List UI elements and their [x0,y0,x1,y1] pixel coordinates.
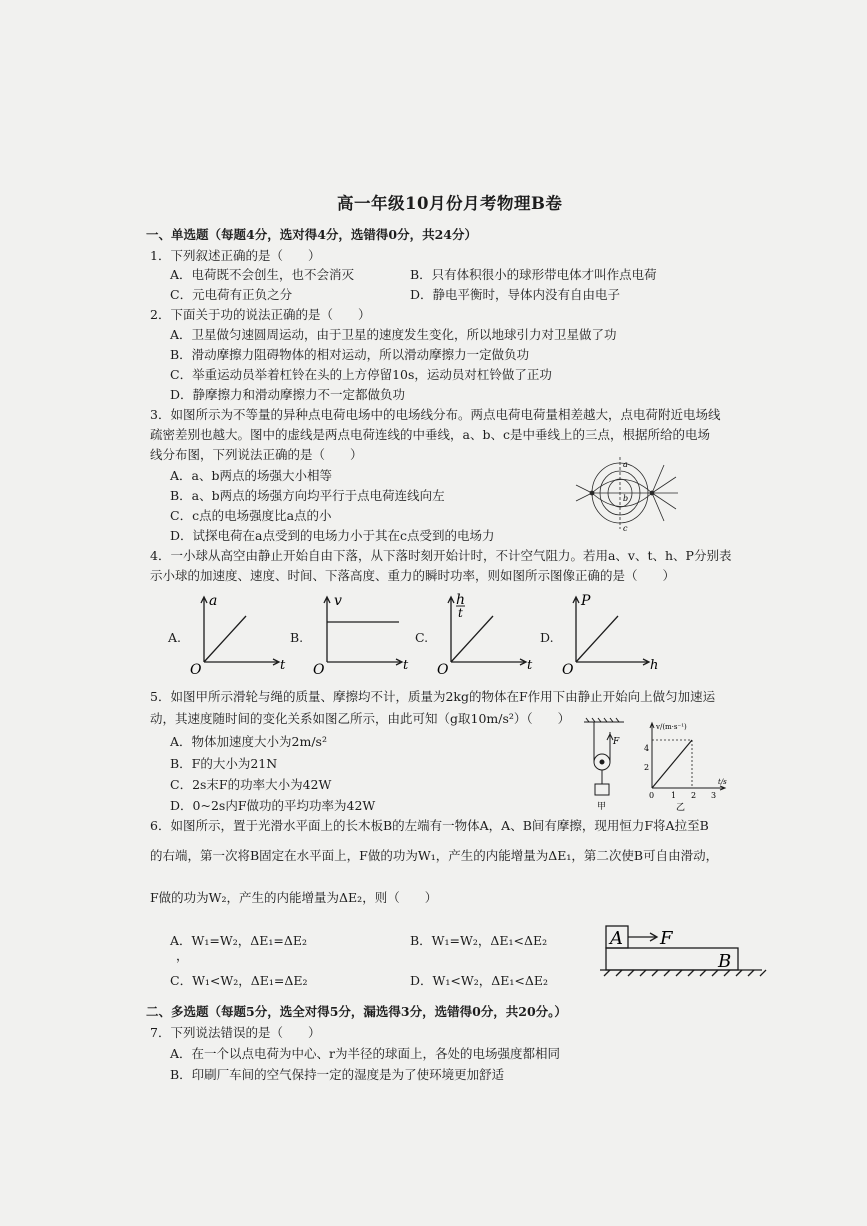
q5-option-a: A．物体加速度大小为2m/s² [170,734,327,749]
q3-point-b-label: b [623,494,629,503]
q5-pulley-figure [582,718,628,810]
q6-option-b: B．W₁=W₂，ΔE₁<ΔE₂ [410,933,548,948]
q3-option-d: D．试探电荷在a点受到的电场力小于其在c点受到的电场力 [170,528,495,543]
q4-graph-d-origin: O [562,662,574,678]
q4-graph-d-x-label: h [650,658,659,673]
q4-graph-a-label: A. [168,630,182,645]
q5-vt-y-axis-label: v/(m·s⁻¹) [656,723,687,731]
q6-board-b-label: B [718,951,732,972]
q6-force-f-label: F [660,928,673,949]
q5-vt-y-tick-4: 4 [644,744,650,753]
q3-option-b: B．a、b两点的场强方向均平行于点电荷连线向左 [170,488,445,503]
q4-graph-a [190,592,290,676]
q1-option-a: A．电荷既不会创生，也不会消灭 [170,267,355,282]
q6-stray-mark: ， [176,948,189,963]
q1-option-c: C．元电荷有正负之分 [170,287,293,302]
q3-stem-line3: 线分布图，下列说法正确的是（ ） [150,447,363,462]
q3-stem-line2: 疏密差别也越大。图中的虚线是两点电荷连线的中垂线，a、b、c是中垂线上的三点，根据所给的电场 [150,427,710,442]
q6-option-a: A．W₁=W₂，ΔE₁=ΔE₂ [170,933,308,948]
q6-stem-line2: 的右端，第一次将B固定在水平面上，F做的功为W₁，产生的内能增量为ΔE₁，第二次使B可自由滑动， [150,848,719,863]
q5-vt-x-tick-1: 1 [671,791,677,800]
q4-graph-d [562,592,662,676]
q6-block-a-label: A [610,928,623,949]
q4-graph-a-origin: O [190,662,202,678]
q4-graph-c-label: C. [415,630,429,645]
q2-option-a: A．卫星做匀速圆周运动，由于卫星的速度发生变化，所以地球引力对卫星做了功 [170,327,617,342]
q4-graph-b-x-label: t [403,658,409,673]
exam-title: 高一年级10月份月考物理B卷 [337,194,563,213]
q5-stem-line2: 动，其速度随时间的变化关系如图乙所示，由此可知（g取10m/s²）（ ） [150,711,571,726]
q5-vt-x-tick-0: 0 [649,791,655,800]
q5-option-c: C．2s末F的功率大小为42W [170,777,332,792]
q6-stem-line1: 6．如图所示，置于光滑水平面上的长木板B的左端有一物体A，A、B间有摩擦，现用恒力F将A拉至B [150,818,709,833]
q4-graph-b-origin: O [313,662,325,678]
q2-option-c: C．举重运动员举着杠铃在头的上方停留10s，运动员对杠铃做了正功 [170,367,552,382]
q1-option-d: D．静电平衡时，导体内没有自由电子 [410,287,621,302]
q6-option-c: C．W₁<W₂，ΔE₁=ΔE₂ [170,973,308,988]
q5-vt-y-tick-2: 2 [644,763,650,772]
section-2-heading: 二、多选题（每题5分，选全对得5分，漏选得3分，选错得0分，共20分。） [146,1004,567,1019]
q4-graph-d-y-label: P [581,593,591,609]
q4-graph-b [313,592,413,676]
q5-vt-graph [642,718,732,812]
q1-option-b: B．只有体积很小的球形带电体才叫作点电荷 [410,267,657,282]
q5-fig-jia-caption: 甲 [597,802,607,812]
section-1-heading: 一、单选题（每题4分，选对得4分，选错得0分，共24分） [146,227,477,242]
q4-stem-line1: 4．一小球从高空由静止开始自由下落，从下落时刻开始计时，不计空气阻力。若用a、v、t、h、P分别表 [150,548,732,563]
q5-option-d: D．0~2s内F做功的平均功率为42W [170,798,376,813]
q5-option-b: B．F的大小为21N [170,756,278,771]
q7-option-a: A．在一个以点电荷为中心、r为半径的球面上，各处的电场强度都相同 [170,1046,561,1061]
q4-graph-d-label: D. [540,630,554,645]
q6-block-board-figure [600,922,770,982]
q4-graph-a-y-label: a [209,593,218,609]
q3-point-a-label: a [623,460,628,469]
q5-fig-yi-caption: 乙 [676,803,686,813]
q4-graph-c-origin: O [437,662,449,678]
q3-point-c-label: c [623,524,628,533]
q2-option-b: B．滑动摩擦力阻碍物体的相对运动，所以滑动摩擦力一定做负功 [170,347,530,362]
q4-graph-c-y-label: h [456,592,466,608]
q5-vt-x-axis-label: t/s [718,778,727,786]
q4-graph-c [437,592,537,676]
q2-option-d: D．静摩擦力和滑动摩擦力不一定都做负功 [170,387,406,402]
q4-graph-b-label: B. [290,630,304,645]
q1-stem: 1．下列叙述正确的是（ ） [150,248,321,263]
q7-stem: 7．下列说法错误的是（ ） [150,1025,321,1040]
q7-option-b: B．印刷厂车间的空气保持一定的湿度是为了使环境更加舒适 [170,1067,505,1082]
q4-graph-c-x-label: t [527,658,533,673]
q6-stem-line3: F做的功为W₂，产生的内能增量为ΔE₂，则（ ） [150,890,438,905]
q6-option-d: D．W₁<W₂，ΔE₁<ΔE₂ [410,973,549,988]
q5-vt-series-line [652,740,692,788]
q4-graph-b-y-label: v [334,593,342,609]
q3-stem-line1: 3．如图所示为不等量的异种点电荷电场中的电场线分布。两点电荷电荷量相差越大，点电荷附近电场线 [150,407,721,422]
q3-option-c: C．c点的电场强度比a点的小 [170,508,332,523]
q5-vt-x-tick-3: 3 [711,791,717,800]
q2-stem: 2．下面关于功的说法正确的是（ ） [150,307,371,322]
q5-vt-x-tick-2: 2 [691,791,697,800]
q3-option-a: A．a、b两点的场强大小相等 [170,468,332,483]
q3-field-line-figure [572,455,692,535]
q4-graph-a-x-label: t [280,658,286,673]
q5-stem-line1: 5．如图甲所示滑轮与绳的质量、摩擦均不计，质量为2kg的物体在F作用下由静止开始向上做匀加速运 [150,689,716,704]
q5-force-label: F [613,737,620,747]
q4-graph-c-y-denominator: t [458,606,463,620]
q4-stem-line2: 示小球的加速度、速度、时间、下落高度、重力的瞬时功率，则如图所示图像正确的是（ ） [150,568,676,583]
